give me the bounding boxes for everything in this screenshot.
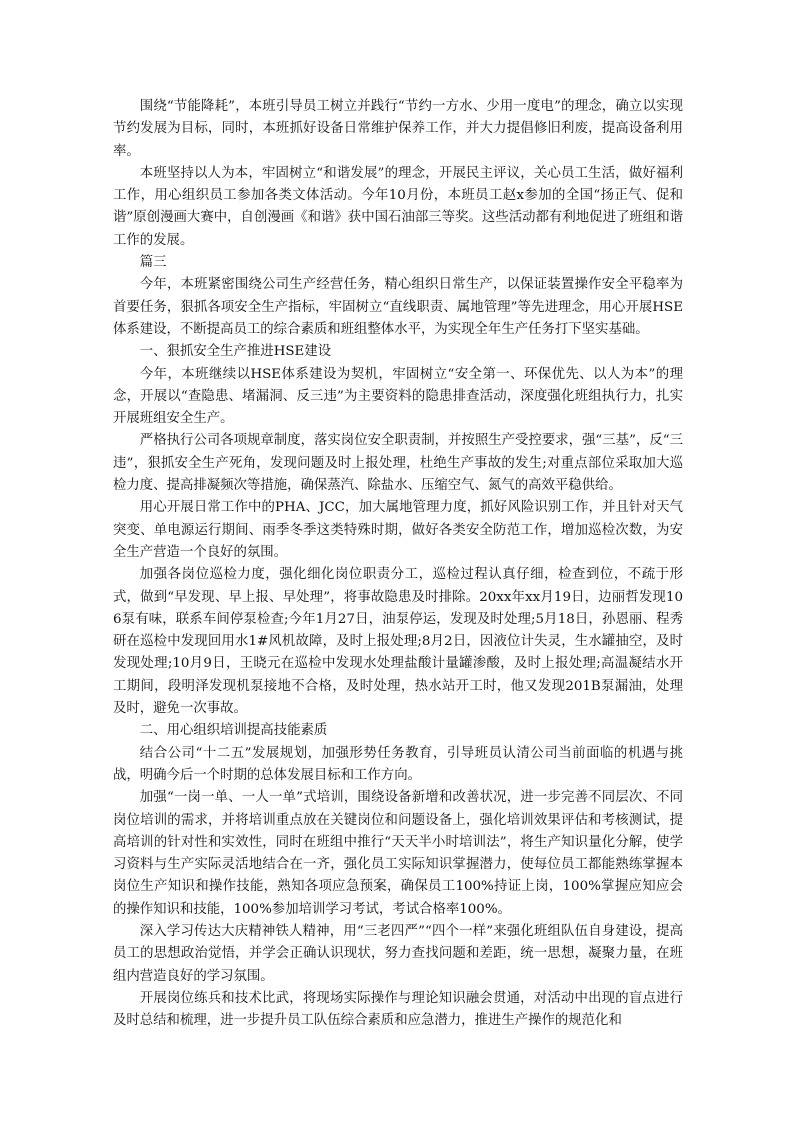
paragraph-daqing-spirit: 深入学习传达大庆精神铁人精神，用“三老四严”“四个一样”来强化班组队伍自身建设，提高员工的思想政治觉悟，并学会正确认识现状，努力查找问题和差距，统一思想，凝聚力量，在班组内营造良好的学习氛围。 <box>113 923 683 984</box>
paragraph-hse-system: 今年，本班继续以HSE体系建设为契机，牢固树立“安全第一、环保优先、以人为本”的理念，开展以“查隐患、堵漏洞、反三违”为主要资料的隐患排查活动，深度强化班组执行力，扎实开展班组安全生产。 <box>113 366 683 427</box>
heading-safety-hse: 一、狠抓安全生产推进HSE建设 <box>139 344 332 360</box>
paragraph-skill-competition: 开展岗位练兵和技术比武，将现场实际操作与理论知识融会贯通，对活动中出现的盲点进行及时总结和梳理，进一步提升员工队伍综合素质和应急潜力，推进生产操作的规范化和 <box>113 990 683 1029</box>
paragraph-regulations: 严格执行公司各项规章制度，落实岗位安全职责制，并按照生产受控要求，强“三基”，反“三违”，狠抓安全生产死角，发现问题及时上报处理，杜绝生产事故的发生;对重点部位采取加大巡检力度、提高排凝频次等措施，确保蒸汽、除盐水、压缩空气、氮气的高效平稳供给。 <box>113 433 683 494</box>
section-title-part-three: 篇三 <box>139 255 167 271</box>
paragraph-harmony: 本班坚持以人为本，牢固树立“和谐发展”的理念，开展民主评议，关心员工生活，做好福利工作，用心组织员工参加各类文体活动。今年10月份，本班员工赵x参加的全国“扬正气、促和谐”原创漫画大赛中，自创漫画《和谐》获中国石油部三等奖。这些活动都有利地促进了班组和谐工作的发展。 <box>113 165 683 248</box>
heading-training: 二、用心组织培训提高技能素质 <box>139 723 328 739</box>
paragraph-energy-saving: 围绕“节能降耗”，本班引导员工树立并践行“节约一方水、少用一度电”的理念，确立以实现节约发展为目标，同时，本班抓好设备日常维护保养工作，并大力提倡修旧利废，提高设备利用率。 <box>113 99 683 159</box>
document-page <box>113 96 683 1032</box>
paragraph-intro: 今年，本班紧密围绕公司生产经营任务，精心组织日常生产，以保证装置操作安全平稳率为首要任务，狠抓各项安全生产指标，牢固树立“直线职责、属地管理”等先进理念，用心开展HSE体系建设，不断提高员工的综合素质和班组整体水平，为实现全年生产任务打下坚实基础。 <box>113 277 683 337</box>
paragraph-training-program: 加强“一岗一单、一人一单”式培训，围绕设备新增和改善状况，进一步完善不同层次、不同岗位培训的需求，并将培训重点放在关键岗位和问题设备上，强化培训效果评估和考核测试，提高培训的针对性和实效性，同时在班组中推行“天天半小时培训法”，将生产知识量化分解，使学习资料与生产实际灵活地结合在一齐，强化员工实际知识掌握潜力，使每位员工都能熟练掌握本岗位生产知识和操作技能，熟知各项应急预案，确保员工100%持证上岗，100%掌握应知应会的操作知识和技能，100%参加培训学习考试，考试合格率100%。 <box>113 790 683 917</box>
paragraph-development-plan: 结合公司“十二五”发展规划，加强形势任务教育，引导班员认清公司当前面临的机遇与挑战，明确今后一个时期的总体发展目标和工作方向。 <box>113 745 683 783</box>
paragraph-inspection: 加强各岗位巡检力度，强化细化岗位职责分工，巡检过程认真仔细，检查到位，不疏于形式，做到“早发现、早上报、早处理”，将事故隐患及时排除。20xx年xx月19日，边丽哲发现106泵有味，联系车间停泵检查;今年1月27日，油泵停运，发现及时处理;5月18日，孙恩丽、程秀研在巡检中发现回用水1#风机故障，及时上报处理;8月2日，因液位计失灵，生水罐抽空，及时发现处理;10月9日，王晓元在巡检中发现水处理盐酸计量罐渗酸，及时上报处理;高温凝结水开工期间，段明泽发现机泵接地不合格，及时处理，热水站开工时，他又发现201B泵漏油，处理及时，避免一次事故。 <box>113 567 683 717</box>
paragraph-pha-jcc: 用心开展日常工作中的PHA、JCC，加大属地管理力度，抓好风险识别工作，并且针对天气突变、单电源运行期间、雨季冬季这类特殊时期，做好各类安全防范工作，增加巡检次数，为安全生产营造一个良好的氛围。 <box>113 500 683 560</box>
